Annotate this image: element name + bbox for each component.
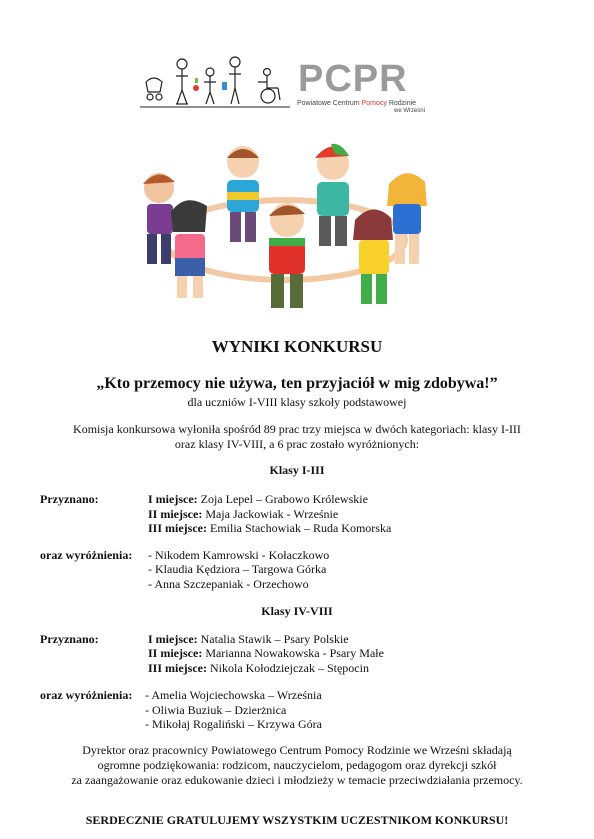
thanks-line: Dyrektor oraz pracownicy Powiatowego Centrum Pomocy Rodzinie we Wrześni składają: [82, 743, 512, 757]
place-winner: Natalia Stawik – Psary Polskie: [197, 632, 349, 646]
children-circle-illustration: [135, 140, 435, 318]
intro-line: oraz klasy IV-VIII, a 6 prac zostało wyróżnionych:: [174, 437, 420, 451]
place-winner: Emilia Stachowiak – Ruda Komorska: [206, 521, 392, 535]
distinctions-label: oraz wyróżnienia:: [40, 688, 133, 702]
category-heading: Klasy I-III: [269, 463, 325, 477]
distinction-item: - Nikodem Kamrowski - Kołaczkowo: [148, 548, 330, 562]
organization-name: [297, 100, 416, 107]
place-row: [148, 661, 369, 676]
place-row: [148, 507, 338, 522]
distinction-item: - Anna Szczepaniak - Orzechowo: [148, 577, 309, 591]
contest-audience: dla uczniów I-VIII klasy szkoły podstawowej: [187, 395, 407, 409]
distinctions-label: oraz wyróżnienia:: [40, 548, 133, 562]
place-label: III miejsce:: [148, 521, 207, 535]
place-label: II miejsce:: [148, 646, 203, 660]
family-drawing-icon: [140, 52, 290, 114]
place-winner: Maja Jackowiak - Wrześnie: [202, 507, 339, 521]
thanks-line: ogromne podziękowania: rodzicom, nauczycielom, pedagogom oraz dyrekcji szkół: [97, 758, 497, 772]
awarded-label: Przyznano:: [40, 492, 99, 506]
place-label: I miejsce:: [148, 492, 198, 506]
awarded-label: Przyznano:: [40, 632, 99, 646]
distinction-item: - Oliwia Buziuk – Dzierżnica: [145, 703, 287, 717]
place-row: [148, 521, 391, 536]
page-title: WYNIKI KONKURSU: [211, 337, 383, 356]
place-winner: Nikola Kołodziejczak – Stępocin: [206, 661, 369, 675]
thanks-line: za zaangażowanie oraz edukowanie dzieci i młodzieży w temacie przeciwdziałania przemocy.: [71, 773, 523, 787]
organization-location: we Wrześni: [394, 108, 425, 114]
category-heading: Klasy IV-VIII: [261, 604, 333, 618]
organization-name-highlight: Pomocy: [361, 100, 387, 107]
place-label: I miejsce:: [148, 632, 198, 646]
place-row: [148, 646, 384, 661]
place-winner: Zoja Lepel – Grabowo Królewskie: [197, 492, 368, 506]
contest-title: „Kto przemocy nie używa, ten przyjaciół w mig zdobywa!”: [96, 375, 498, 392]
organization-name-part1: Powiatowe Centrum: [297, 100, 362, 107]
distinction-item: - Klaudia Kędziora – Targowa Górka: [148, 562, 327, 576]
place-label: III miejsce:: [148, 661, 207, 675]
pcpr-logo: [140, 52, 440, 114]
pcpr-logo-text: PCPR: [298, 58, 408, 100]
distinction-item: - Mikołaj Rogaliński – Krzywa Góra: [145, 717, 322, 731]
congratulations-line: SERDECZNIE GRATULUJEMY WSZYSTKIM UCZESTNIKOM KONKURSU!: [85, 813, 509, 827]
place-winner: Marianna Nowakowska - Psary Małe: [202, 646, 384, 660]
place-label: II miejsce:: [148, 507, 203, 521]
distinction-item: - Amelia Wojciechowska – Września: [145, 688, 322, 702]
place-row: [148, 632, 349, 647]
organization-name-part3: Rodzinie: [386, 100, 417, 107]
thanks-paragraph: [0, 743, 594, 788]
intro-line: Komisja konkursowa wyłoniła spośród 89 prac trzy miejsca w dwóch kategoriach: klasy I-III: [73, 422, 521, 436]
intro-paragraph: [0, 422, 594, 452]
place-row: [148, 492, 368, 507]
